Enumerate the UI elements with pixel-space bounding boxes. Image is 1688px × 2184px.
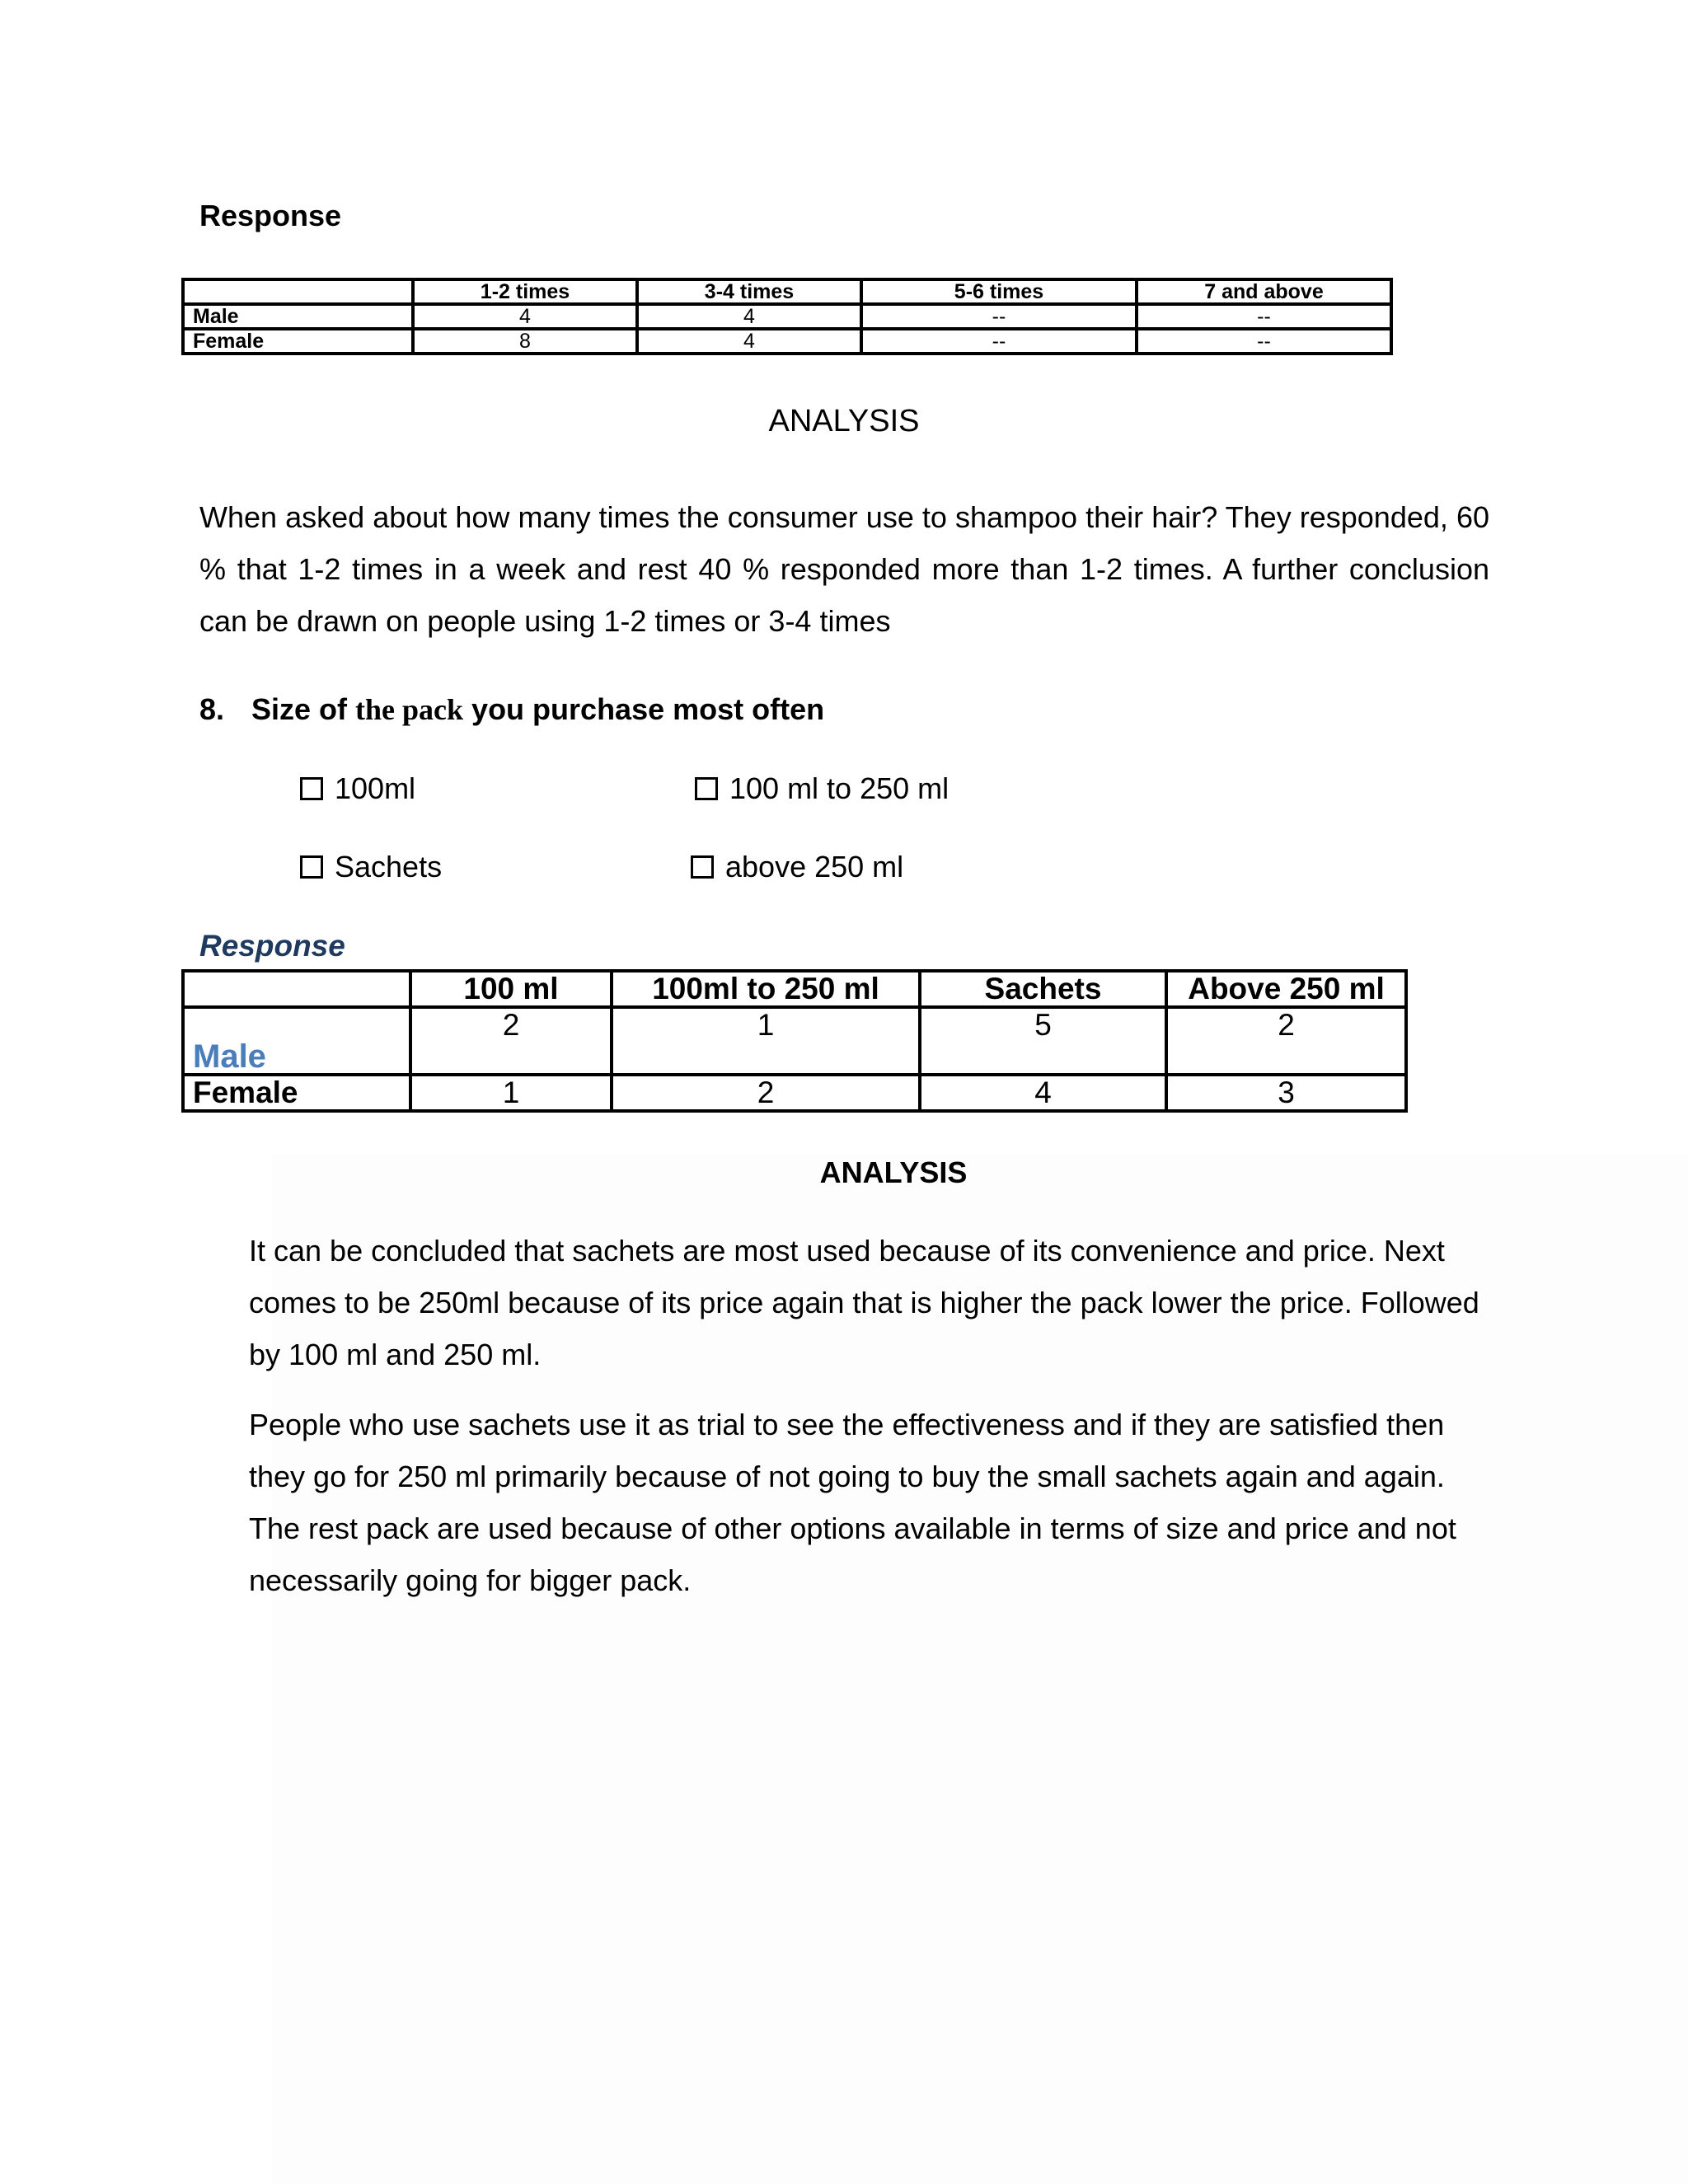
question-number: 8. — [199, 692, 225, 726]
option-sachets[interactable] — [300, 850, 442, 884]
option-label: Sachets — [335, 850, 443, 883]
table-header-cell: 5-6 times — [861, 279, 1137, 304]
table-cell: 1 — [410, 1075, 612, 1111]
option-100-to-250ml[interactable] — [695, 771, 949, 806]
table-cell: 2 — [612, 1075, 920, 1111]
table-cell: 1 — [612, 1007, 920, 1075]
option-100ml[interactable] — [300, 771, 415, 806]
table-header-cell: 1-2 times — [413, 279, 637, 304]
row-label: Female — [183, 329, 413, 354]
question-text: you purchase most often — [463, 692, 825, 726]
analysis-title: ANALYSIS — [819, 1155, 968, 1189]
table-header-cell: 3-4 times — [637, 279, 861, 304]
table-row — [183, 1007, 1406, 1075]
table-cell: 4 — [413, 304, 637, 329]
table-header-cell — [183, 279, 413, 304]
analysis-title: ANALYSIS — [768, 404, 920, 438]
question-text: Size of — [251, 692, 356, 726]
table-header-cell: 100 ml — [410, 971, 612, 1007]
checkbox-icon[interactable] — [300, 855, 323, 879]
table-header-cell — [183, 971, 410, 1007]
table-cell: 2 — [410, 1007, 612, 1075]
option-label: 100ml — [335, 771, 416, 805]
table-row — [183, 1075, 1406, 1111]
table-cell: 4 — [920, 1075, 1166, 1111]
row-label: Male — [183, 1007, 410, 1075]
table-cell: 2 — [1166, 1007, 1406, 1075]
question-text-emphasis: the pack — [355, 693, 464, 726]
row-label: Female — [183, 1075, 410, 1111]
option-label: above 250 ml — [725, 850, 904, 883]
option-label: 100 ml to 250 ml — [729, 771, 950, 805]
response-heading: Response — [199, 929, 345, 963]
analysis-paragraph: It can be concluded that sachets are most used because of its convenience and price. Next comes to be 250ml because of its price again that is higher the pack lower the price. Followed by 100 ml and 250 ml. — [249, 1234, 1479, 1371]
table-header-cell: Sachets — [920, 971, 1166, 1007]
table-header-cell: 100ml to 250 ml — [612, 971, 920, 1007]
analysis-paragraph: People who use sachets use it as trial to see the effectiveness and if they are satisfied then they go for 250 ml primarily because of not going to buy the small sachets again and again. The rest pack are used because of other options available in terms of size and price and not necessarily going for bigger pack. — [249, 1408, 1456, 1597]
checkbox-icon[interactable] — [695, 777, 718, 800]
table-header-cell: Above 250 ml — [1166, 971, 1406, 1007]
pack-size-table — [181, 969, 1408, 1113]
table-header-cell: 7 and above — [1137, 279, 1391, 304]
table-cell: 4 — [637, 304, 861, 329]
analysis-paragraph: When asked about how many times the consumer use to shampoo their hair? They responded, 60 % that 1-2 times in a week and rest 40 % responded more than 1-2 times. A further conclusion can be drawn on people using 1-2 times or 3-4 times — [199, 500, 1489, 638]
table-cell: -- — [861, 329, 1137, 354]
checkbox-icon[interactable] — [300, 777, 323, 800]
table-row — [183, 329, 1391, 354]
table-cell: -- — [1137, 329, 1391, 354]
frequency-table — [181, 278, 1393, 355]
table-row — [183, 304, 1391, 329]
question-heading — [199, 692, 824, 727]
table-header-row — [183, 971, 1406, 1007]
checkbox-icon[interactable] — [691, 855, 714, 879]
option-above-250ml[interactable] — [691, 850, 903, 884]
table-header-row — [183, 279, 1391, 304]
table-cell: 5 — [920, 1007, 1166, 1075]
table-cell: -- — [1137, 304, 1391, 329]
response-heading: Response — [199, 199, 342, 232]
table-cell: 3 — [1166, 1075, 1406, 1111]
table-cell: 8 — [413, 329, 637, 354]
row-label: Male — [183, 304, 413, 329]
table-cell: -- — [861, 304, 1137, 329]
table-cell: 4 — [637, 329, 861, 354]
